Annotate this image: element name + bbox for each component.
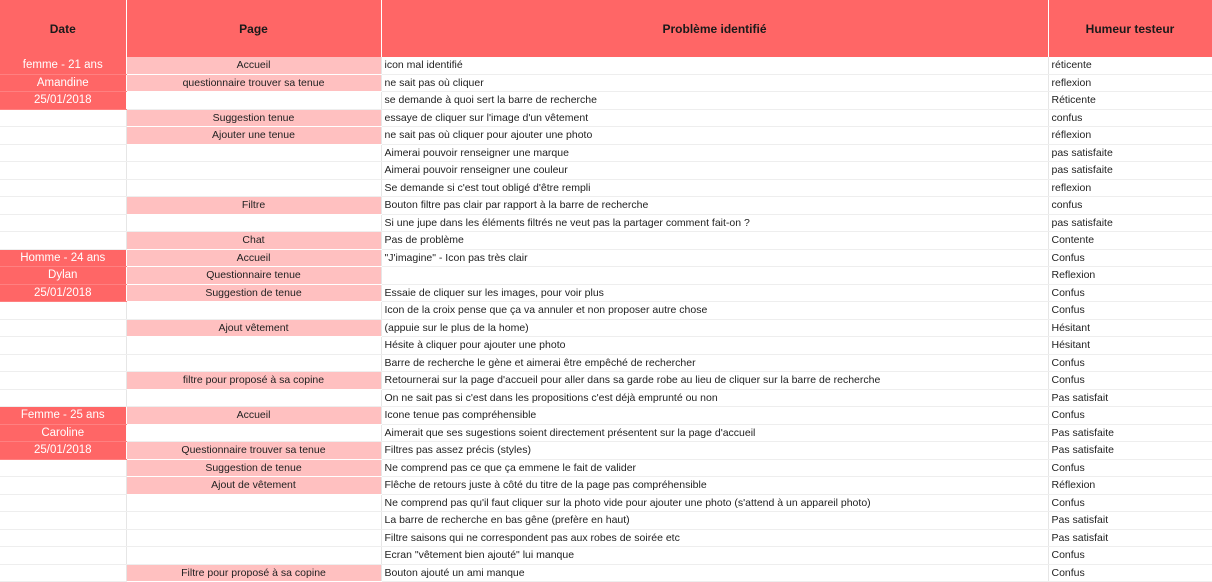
date-cell[interactable] [0,564,126,582]
mood-cell[interactable]: réflexion [1048,127,1212,145]
problem-cell[interactable]: Hésite à cliquer pour ajouter une photo [381,337,1048,355]
table-row [0,494,1212,512]
date-cell[interactable] [0,179,126,197]
table-row [0,232,1212,250]
page-cell[interactable]: Ajout de vêtement [126,477,381,495]
mood-cell[interactable]: Confus [1048,354,1212,372]
date-cell[interactable] [0,232,126,250]
mood-cell[interactable]: Pas satisfaite [1048,442,1212,460]
table-row [0,74,1212,92]
date-cell[interactable] [0,197,126,215]
mood-cell[interactable]: pas satisfaite [1048,162,1212,180]
problem-cell[interactable]: Si une jupe dans les éléments filtrés ne veut pas la partager comment fait-on ? [381,214,1048,232]
date-cell[interactable]: Caroline [0,424,126,442]
page-cell[interactable] [126,144,381,162]
page-cell[interactable] [126,354,381,372]
mood-cell[interactable]: Confus [1048,302,1212,320]
mood-cell[interactable]: Pas satisfaite [1048,424,1212,442]
date-cell[interactable] [0,512,126,530]
table-row [0,337,1212,355]
mood-cell[interactable]: Confus [1048,494,1212,512]
page-cell[interactable]: Filtre [126,197,381,215]
mood-cell[interactable]: pas satisfaite [1048,214,1212,232]
problem-cell[interactable]: Ne comprend pas ce que ça emmene le fait de valider [381,459,1048,477]
page-cell[interactable]: Suggestion tenue [126,109,381,127]
problem-cell[interactable]: "J'imagine" - Icon pas très clair [381,249,1048,267]
date-cell[interactable] [0,162,126,180]
mood-cell[interactable]: pas satisfaite [1048,144,1212,162]
problem-cell[interactable]: icon mal identifié [381,57,1048,74]
mood-cell[interactable]: Hésitant [1048,319,1212,337]
mood-cell[interactable]: reflexion [1048,74,1212,92]
header-problem[interactable]: Problème identifié [381,0,1048,57]
mood-cell[interactable]: confus [1048,109,1212,127]
header-mood[interactable]: Humeur testeur [1048,0,1212,57]
date-cell[interactable]: 25/01/2018 [0,92,126,110]
page-cell[interactable] [126,179,381,197]
table-row [0,407,1212,425]
page-cell[interactable] [126,547,381,565]
problem-cell[interactable] [381,267,1048,285]
page-cell[interactable] [126,92,381,110]
table-row [0,354,1212,372]
date-cell[interactable]: Femme - 25 ans [0,407,126,425]
date-cell[interactable]: Amandine [0,74,126,92]
date-cell[interactable] [0,337,126,355]
problem-cell[interactable]: (appuie sur le plus de la home) [381,319,1048,337]
problem-cell[interactable]: Barre de recherche le gène et aimerai être empêché de rechercher [381,354,1048,372]
page-cell[interactable]: Ajouter une tenue [126,127,381,145]
page-cell[interactable]: filtre pour proposé à sa copine [126,372,381,390]
problem-cell[interactable]: Aimerai pouvoir renseigner une marque [381,144,1048,162]
table-row [0,197,1212,215]
problem-cell[interactable]: se demande à quoi sert la barre de recherche [381,92,1048,110]
table-row [0,302,1212,320]
table-row [0,459,1212,477]
mood-cell[interactable]: Confus [1048,459,1212,477]
header-page[interactable]: Page [126,0,381,57]
table-row [0,512,1212,530]
date-cell[interactable] [0,214,126,232]
mood-cell[interactable]: Confus [1048,547,1212,565]
table-row [0,284,1212,302]
problem-cell[interactable]: La barre de recherche en bas gêne (prefère en haut) [381,512,1048,530]
header-date[interactable]: Date [0,0,126,57]
date-cell[interactable] [0,144,126,162]
page-cell[interactable]: Ajout vêtement [126,319,381,337]
mood-cell[interactable]: réticente [1048,57,1212,74]
mood-cell[interactable]: confus [1048,197,1212,215]
page-cell[interactable]: Accueil [126,407,381,425]
mood-cell[interactable]: Réflexion [1048,477,1212,495]
problem-cell[interactable]: Pas de problème [381,232,1048,250]
problem-cell[interactable]: Retournerai sur la page d'accueil pour aller dans sa garde robe au lieu de cliquer sur la barre de recherche [381,372,1048,390]
problem-cell[interactable]: ne sait pas où cliquer pour ajouter une photo [381,127,1048,145]
table-row [0,477,1212,495]
problem-cell[interactable]: Bouton filtre pas clair par rapport à la barre de recherche [381,197,1048,215]
page-cell[interactable] [126,162,381,180]
date-cell[interactable] [0,459,126,477]
problem-cell[interactable]: Essaie de cliquer sur les images, pour voir plus [381,284,1048,302]
page-cell[interactable] [126,512,381,530]
mood-cell[interactable]: Hésitant [1048,337,1212,355]
problem-cell[interactable]: Bouton ajouté un ami manque [381,564,1048,582]
table-row [0,179,1212,197]
date-cell[interactable] [0,319,126,337]
mood-cell[interactable]: Confus [1048,564,1212,582]
mood-cell[interactable]: Confus [1048,372,1212,390]
table-body [0,57,1212,582]
page-cell[interactable] [126,214,381,232]
table-row [0,442,1212,460]
table-row [0,529,1212,547]
table-row [0,564,1212,582]
table-row [0,214,1212,232]
table-row [0,389,1212,407]
page-cell[interactable]: Accueil [126,249,381,267]
date-cell[interactable] [0,109,126,127]
table-row [0,424,1212,442]
page-cell[interactable]: Accueil [126,57,381,74]
page-cell[interactable] [126,424,381,442]
mood-cell[interactable]: Contente [1048,232,1212,250]
table-row [0,547,1212,565]
date-cell[interactable] [0,372,126,390]
date-cell[interactable] [0,127,126,145]
page-cell[interactable]: Questionnaire tenue [126,267,381,285]
date-cell[interactable] [0,389,126,407]
mood-cell[interactable]: Reflexion [1048,267,1212,285]
table-row [0,57,1212,74]
page-cell[interactable]: Suggestion de tenue [126,284,381,302]
page-cell[interactable] [126,494,381,512]
table-row [0,144,1212,162]
date-cell[interactable] [0,547,126,565]
problem-cell[interactable]: On ne sait pas si c'est dans les propositions c'est déjà emprunté ou non [381,389,1048,407]
page-cell[interactable]: Suggestion de tenue [126,459,381,477]
table-row [0,372,1212,390]
table-row [0,162,1212,180]
problem-cell[interactable]: Icone tenue pas compréhensible [381,407,1048,425]
page-cell[interactable]: Chat [126,232,381,250]
mood-cell[interactable]: Pas satisfait [1048,389,1212,407]
date-cell[interactable]: Dylan [0,267,126,285]
date-cell[interactable]: femme - 21 ans [0,57,126,74]
mood-cell[interactable]: Confus [1048,249,1212,267]
problem-cell[interactable]: Icon de la croix pense que ça va annuler et non proposer autre chose [381,302,1048,320]
page-cell[interactable]: Filtre pour proposé à sa copine [126,564,381,582]
problem-cell[interactable]: Ne comprend pas qu'il faut cliquer sur la photo vide pour ajouter une photo (s'attend à un appareil photo) [381,494,1048,512]
table-row [0,267,1212,285]
table-row [0,92,1212,110]
page-cell[interactable] [126,389,381,407]
problem-cell[interactable]: essaye de cliquer sur l'image d'un vêtement [381,109,1048,127]
page-cell[interactable]: questionnaire trouver sa tenue [126,74,381,92]
problem-cell[interactable]: Filtres pas assez précis (styles) [381,442,1048,460]
mood-cell[interactable]: Réticente [1048,92,1212,110]
problem-cell[interactable]: Se demande si c'est tout obligé d'être rempli [381,179,1048,197]
mood-cell[interactable]: reflexion [1048,179,1212,197]
date-cell[interactable]: 25/01/2018 [0,442,126,460]
table-row [0,109,1212,127]
date-cell[interactable] [0,477,126,495]
page-cell[interactable]: Questionnaire trouver sa tenue [126,442,381,460]
table-row [0,249,1212,267]
problem-cell[interactable]: Flêche de retours juste à côté du titre de la page pas compréhensible [381,477,1048,495]
mood-cell[interactable]: Confus [1048,284,1212,302]
mood-cell[interactable]: Pas satisfait [1048,512,1212,530]
header-row [0,0,1212,57]
problem-cell[interactable]: Filtre saisons qui ne correspondent pas aux robes de soirée etc [381,529,1048,547]
page-cell[interactable] [126,302,381,320]
date-cell[interactable] [0,529,126,547]
page-cell[interactable] [126,337,381,355]
mood-cell[interactable]: Confus [1048,407,1212,425]
date-cell[interactable] [0,302,126,320]
date-cell[interactable] [0,354,126,372]
mood-cell[interactable]: Pas satisfait [1048,529,1212,547]
problem-cell[interactable]: Ecran "vêtement bien ajouté" lui manque [381,547,1048,565]
date-cell[interactable]: Homme - 24 ans [0,249,126,267]
table-row [0,127,1212,145]
problem-cell[interactable]: Aimerai pouvoir renseigner une couleur [381,162,1048,180]
problem-cell[interactable]: Aimerait que ses sugestions soient directement présentent sur la page d'accueil [381,424,1048,442]
problem-cell[interactable]: ne sait pas où cliquer [381,74,1048,92]
table-row [0,319,1212,337]
date-cell[interactable]: 25/01/2018 [0,284,126,302]
page-cell[interactable] [126,529,381,547]
date-cell[interactable] [0,494,126,512]
